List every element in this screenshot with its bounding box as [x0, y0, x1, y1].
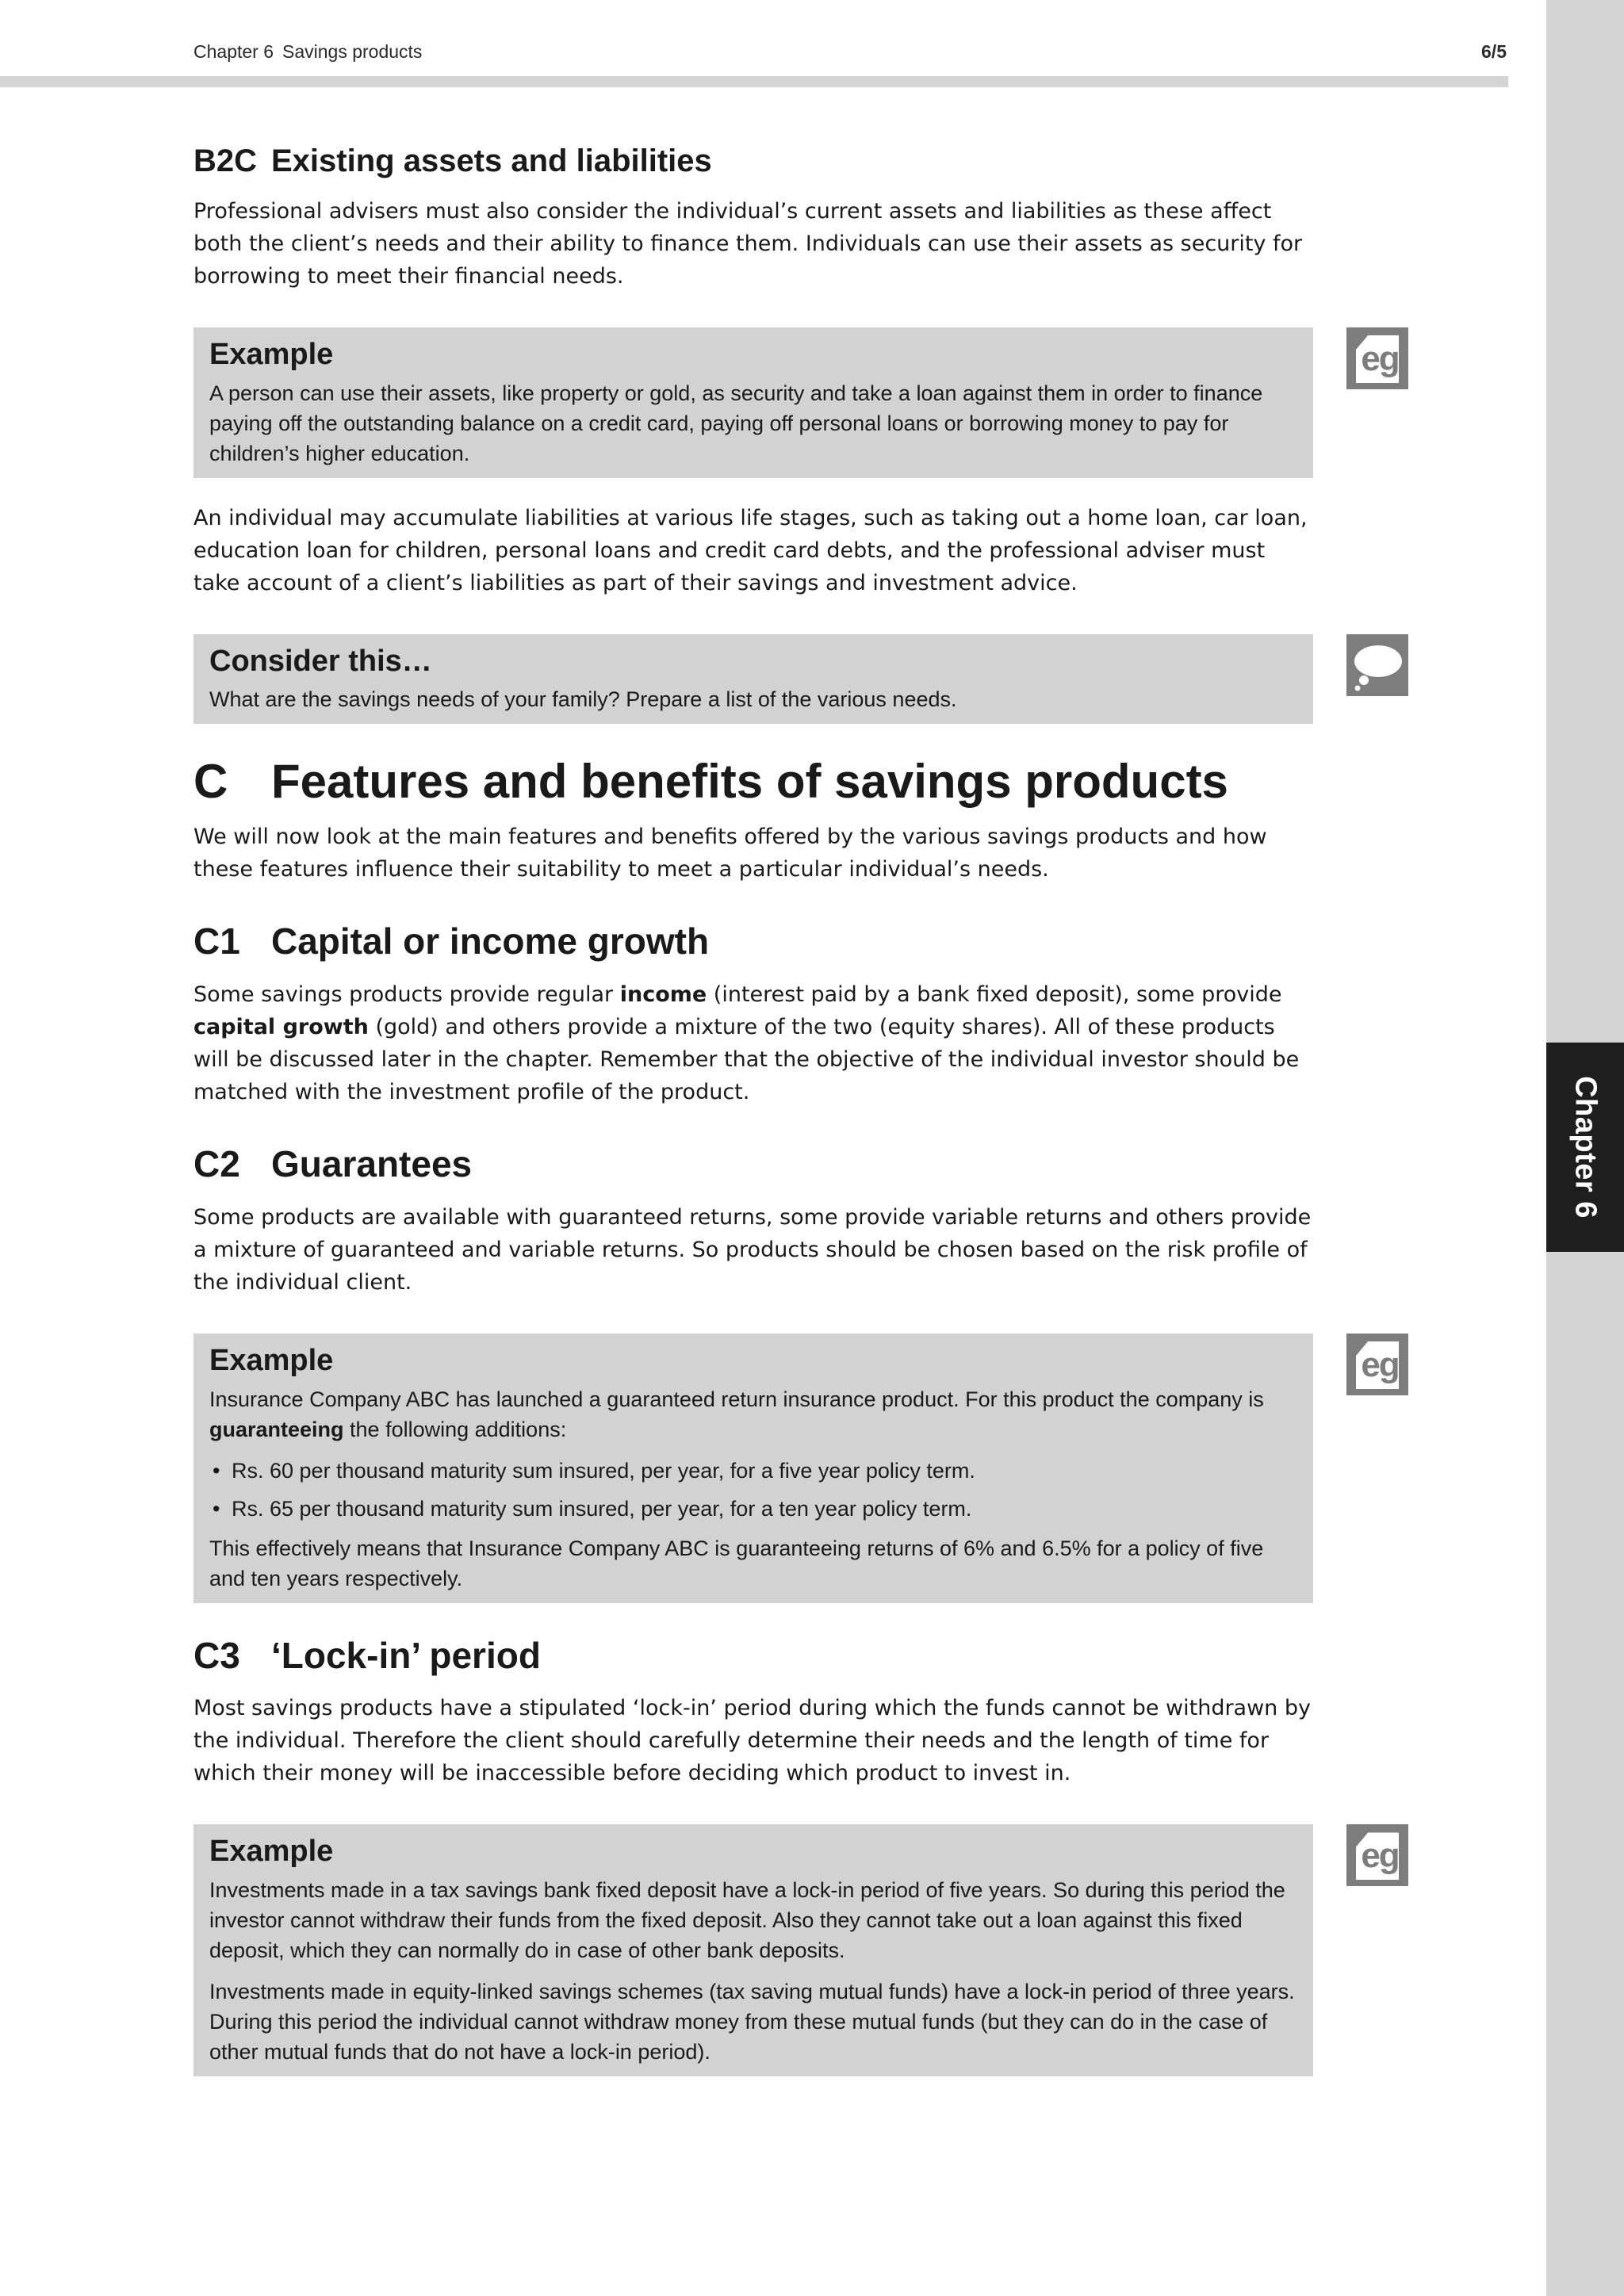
section-title: Existing assets and liabilities [271, 144, 712, 178]
paragraph: Most savings products have a stipulated ‘lock-in’ period during which the funds cannot be withdrawn by the individual. Therefore the client should carefully determine their needs and the length of time for which their money will be inaccessible before deciding which product to invest in. [193, 1696, 1311, 1786]
section-heading-c3 [193, 1635, 1313, 1677]
eg-icon-text: eg [1361, 1345, 1399, 1384]
section-number: C2 [193, 1143, 240, 1185]
example-text: Investments made in a tax savings bank fixed deposit have a lock-in period of five years. So during this period the investor cannot withdraw their funds from the fixed deposit. Also they cannot take out a loan against this fixed deposit, which they can normally do in case of other bank deposits. [209, 1878, 1285, 1963]
chapter-side-tab[interactable] [1546, 1043, 1624, 1252]
example-text: Investments made in equity-linked savings schemes (tax saving mutual funds) have a lock-in period of three years. During this period the individual cannot withdraw money from these mutual funds (but they can do in the case of other mutual funds that do not have a lock-in period). [209, 1980, 1295, 2064]
section-heading-c2 [193, 1143, 1313, 1185]
example-text: A person can use their assets, like property or gold, as security and take a loan against them in order to finance paying off the outstanding balance on a credit card, paying off personal loans or borrowing money to pay for children’s higher education. [209, 381, 1263, 465]
section-title: Capital or income growth [271, 920, 710, 962]
paragraph: Professional advisers must also consider the individual’s current assets and liabilities as these affect both the client’s needs and their ability to finance them. Individuals can use their assets as security for borrowing to meet their financial needs. [193, 199, 1303, 289]
list-item: • Rs. 65 per thousand maturity sum insured, per year, for a ten year policy term. [209, 1494, 1297, 1524]
consider-text: What are the savings needs of your family? Prepare a list of the various needs. [209, 687, 957, 712]
example-heading: Example [209, 1835, 334, 1869]
chapter-side-tab-label: Chapter 6 [1568, 1076, 1603, 1219]
example-heading: Example [209, 1343, 334, 1377]
paragraph: We will now look at the main features and benefits offered by the various savings products and how these features influence their suitability to meet a particular individual’s needs. [193, 825, 1267, 882]
example-heading: Example [209, 338, 334, 371]
section-number: C [193, 755, 228, 809]
section-number: B2C [193, 144, 258, 178]
section-title: ‘Lock-in’ period [271, 1634, 541, 1676]
example-outro: This effectively means that Insurance Company ABC is guaranteeing returns of 6% and 6.5% for a policy of five and ten years respectively. [209, 1536, 1264, 1590]
eg-icon [1346, 1824, 1408, 1886]
section-number: C1 [193, 920, 240, 962]
header-chapter-number: Chapter 6 [193, 41, 274, 62]
list-item: • Rs. 60 per thousand maturity sum insured, per year, for a five year policy term. [209, 1456, 1297, 1486]
section-number: C3 [193, 1634, 240, 1676]
eg-icon-text: eg [1361, 1836, 1399, 1876]
section-heading-c [193, 756, 1313, 808]
section-heading-c1 [193, 920, 1313, 962]
eg-icon-text: eg [1361, 339, 1399, 378]
consider-heading: Consider this… [209, 644, 432, 678]
example-box [193, 327, 1399, 478]
example-box [193, 1824, 1399, 2076]
section-title: Guarantees [271, 1143, 473, 1185]
consider-box [193, 634, 1313, 725]
example-bullet-list [209, 1456, 1297, 1524]
header-rule [0, 76, 1508, 87]
section-title: Features and benefits of savings products [271, 755, 1228, 809]
header-chapter-title: Savings products [282, 41, 423, 62]
thought-bubble-icon [1346, 634, 1408, 696]
header-page-number: 6/5 [1481, 41, 1507, 62]
paragraph: An individual may accumulate liabilities at various life stages, such as taking out a home loan, car loan, education loan for children, personal loans and credit card debts, and the professional adviser must take account of a client’s liabilities as part of their savings and investment advice. [193, 505, 1308, 595]
section-heading-b2c [193, 143, 1313, 179]
running-header [193, 41, 1507, 70]
main-content [193, 143, 1399, 2100]
eg-icon [1346, 327, 1408, 389]
example-intro: Insurance Company ABC has launched a guaranteed return insurance product. For this product the company is guaranteeing the following additions: [209, 1387, 1264, 1441]
paragraph: Some products are available with guaranteed returns, some provide variable returns and others provide a mixture of guaranteed and variable returns. So products should be chosen based on the risk profile of the individual client. [193, 1204, 1312, 1295]
paragraph: Some savings products provide regular income (interest paid by a bank fixed deposit), some provide capital growth (gold) and others provide a mixture of the two (equity shares). All of these products will be discussed later in the chapter. Remember that the objective of the individual investor should be matched with the investment profile of the product. [193, 982, 1300, 1105]
example-box [193, 1334, 1399, 1603]
eg-icon [1346, 1334, 1408, 1395]
